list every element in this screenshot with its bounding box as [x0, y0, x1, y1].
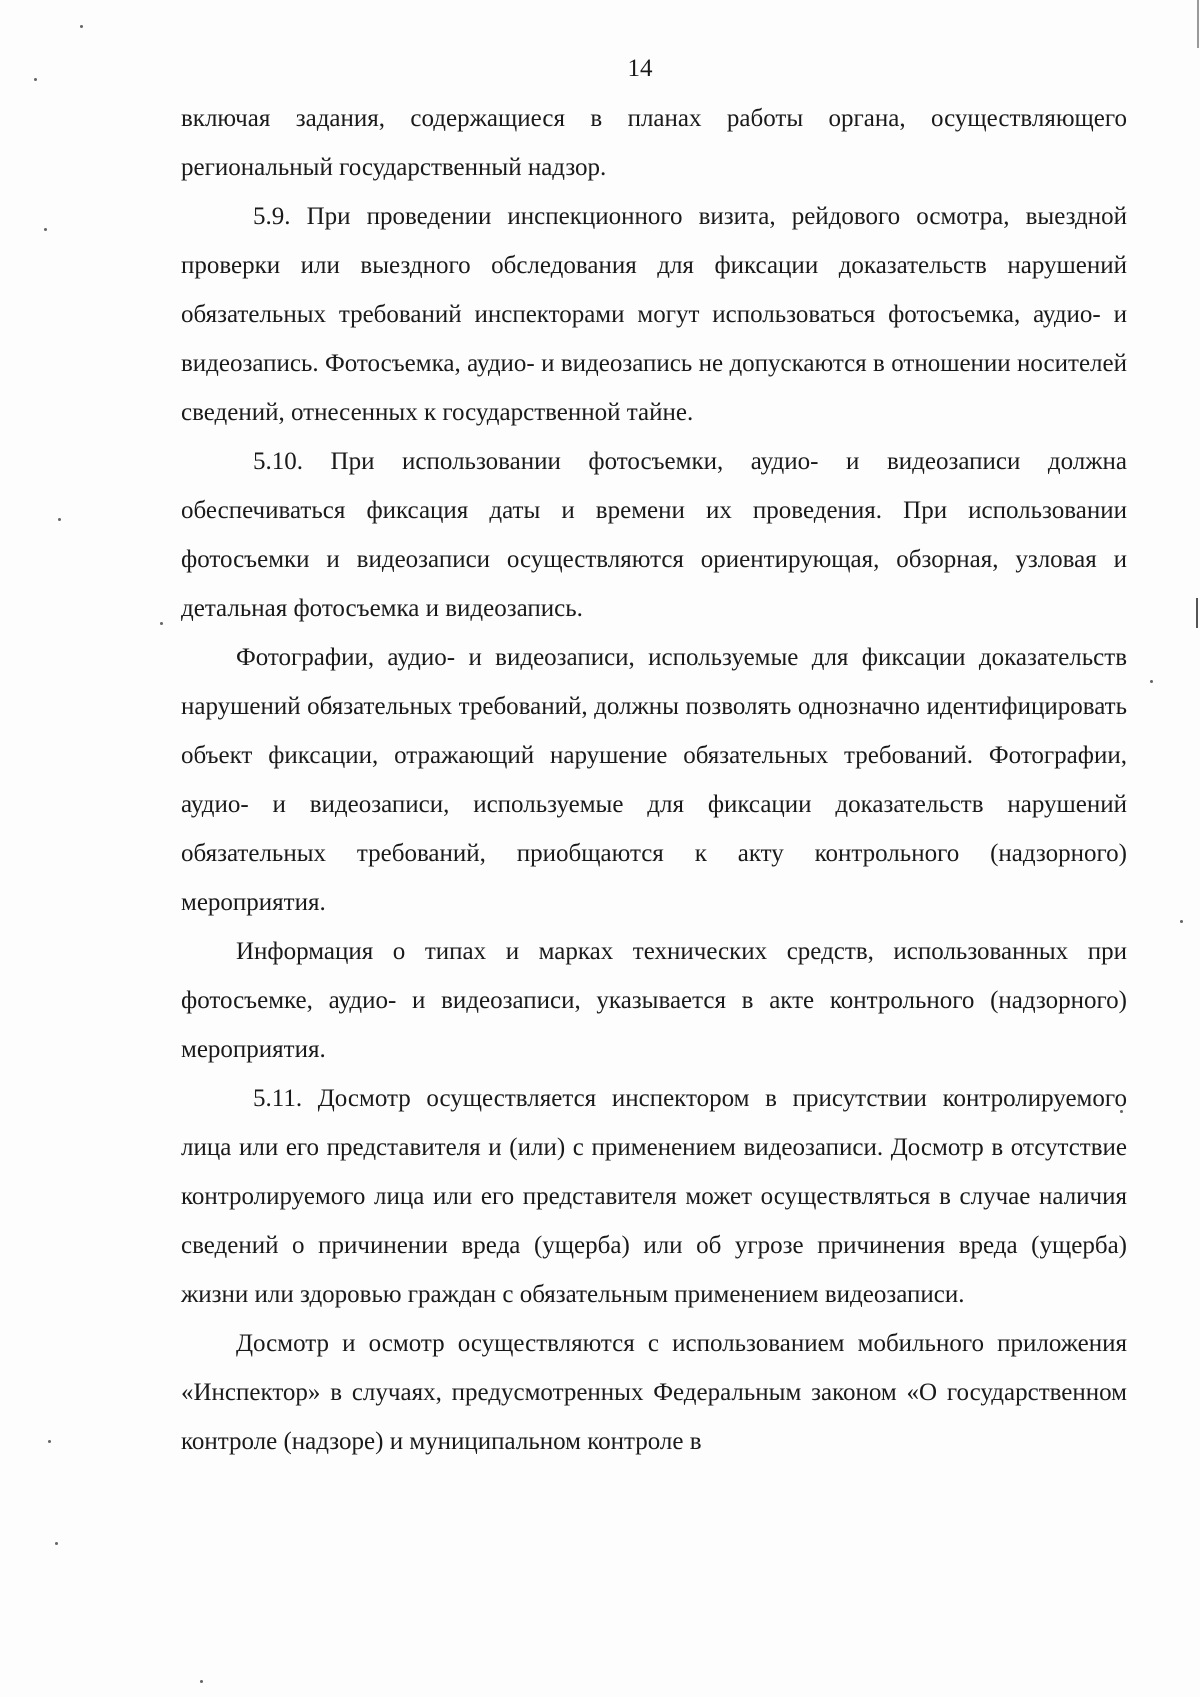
scan-margin-mark	[1196, 598, 1198, 628]
scan-speck	[55, 1542, 58, 1545]
scan-speck	[200, 1680, 203, 1683]
scan-edge-mark	[1197, 0, 1199, 48]
paragraph-5-9: 5.9. При проведении инспекционного визита, рейдового осмотра, выездной проверки или выездного обследования для фиксации доказательств нарушений обязательных требований инспекторами могут использоваться фотосъемка, аудио- и видеозапись. Фотосъемка, аудио- и видеозапись не допускаются в отношении носителей сведений, отнесенных к государственной тайне.	[181, 203, 1127, 426]
document-body	[181, 94, 1127, 1466]
scan-speck	[44, 228, 47, 231]
paragraph-photos: Фотографии, аудио- и видеозаписи, используемые для фиксации доказательств нарушений обязательных требований, должны позволять однозначно идентифицировать объект фиксации, отражающий нарушение обязательных требований. Фотографии, аудио- и видеозаписи, используемые для фиксации доказательств нарушений обязательных требований, приобщаются к акту контрольного (надзорного) мероприятия.	[181, 644, 1127, 916]
scan-speck	[48, 1440, 51, 1443]
paragraph-5-11: 5.11. Досмотр осуществляется инспектором в присутствии контролируемого лица или его представителя и (или) с применением видеозаписи. Досмотр в отсутствие контролируемого лица или его представителя может осуществляться в случае наличия сведений о причинении вреда (ущерба) или об угрозе причинения вреда (ущерба) жизни или здоровью граждан с обязательным применением видеозаписи.	[181, 1085, 1127, 1308]
paragraph-inspector-app: Досмотр и осмотр осуществляются с использованием мобильного приложения «Инспектор» в случаях, предусмотренных Федеральным законом «О государственном контроле (надзоре) и муниципальном контроле в	[181, 1330, 1127, 1455]
scan-speck	[1150, 680, 1153, 683]
scan-speck	[1180, 920, 1183, 923]
page-number: 14	[627, 55, 653, 82]
paragraph-5-10: 5.10. При использовании фотосъемки, аудио- и видеозаписи должна обеспечиваться фиксация даты и времени их проведения. При использовании фотосъемки и видеозаписи осуществляются ориентирующая, обзорная, узловая и детальная фотосъемка и видеозапись.	[181, 448, 1127, 622]
scan-speck	[160, 622, 163, 625]
scan-speck	[58, 518, 61, 521]
paragraph-equipment-info: Информация о типах и марках технических средств, использованных при фотосъемке, аудио- и видеозаписи, указывается в акте контрольного (надзорного) мероприятия.	[181, 938, 1127, 1063]
paragraph-continuation: включая задания, содержащиеся в планах работы органа, осуществляющего региональный государственный надзор.	[181, 105, 1127, 181]
scan-speck	[80, 25, 83, 28]
